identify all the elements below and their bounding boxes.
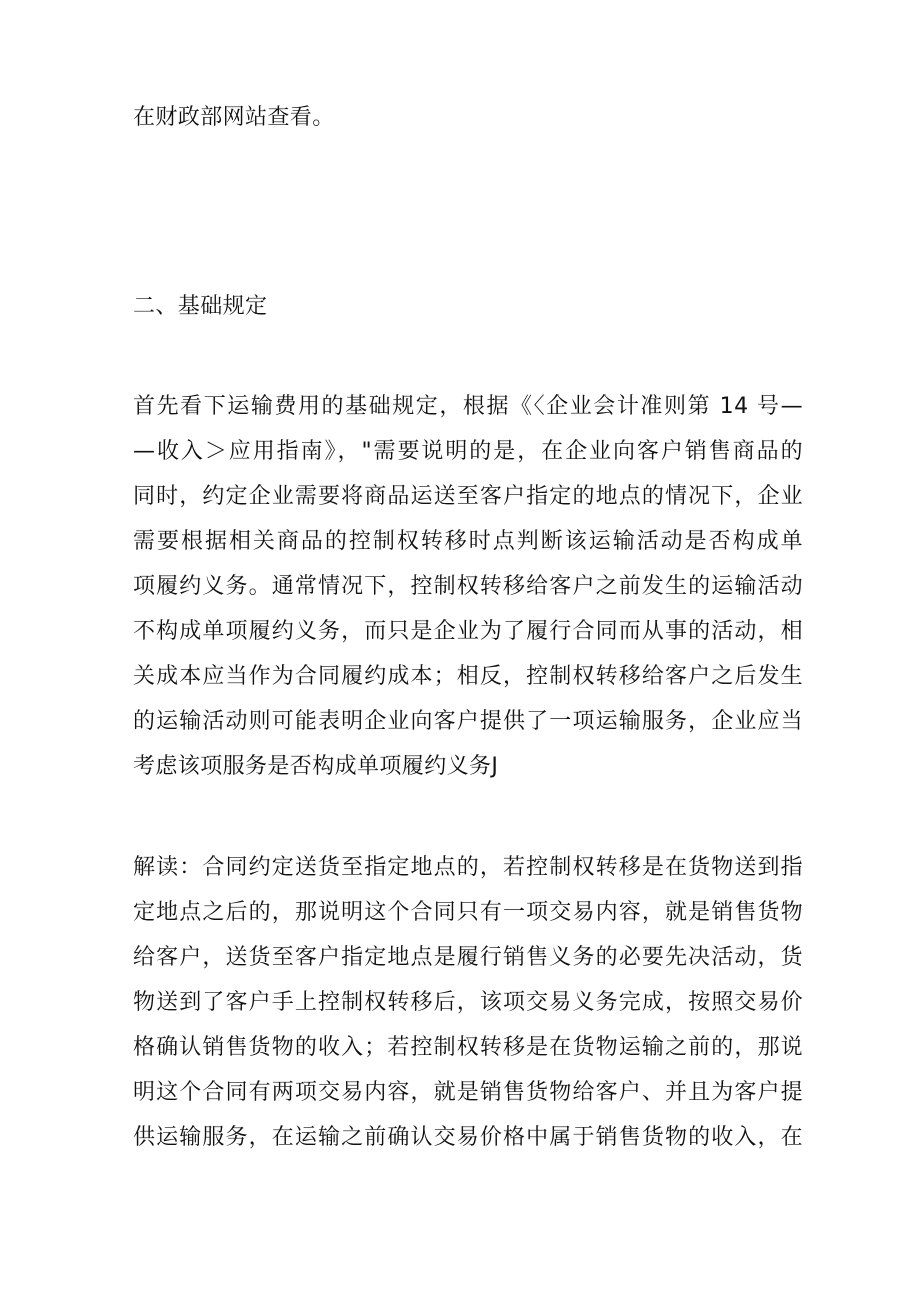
paragraph-line: 首先看下运输费用的基础规定，根据《〈企业会计准则第 14 号—: [133, 394, 803, 419]
paragraph-line: 关成本应当作为合同履约成本；相反，控制权转移给客户之后发生: [133, 664, 803, 689]
section-heading: 二、基础规定: [133, 294, 268, 319]
paragraph-line: 解读：合同约定送货至指定地点的，若控制权转移是在货物送到指: [133, 855, 803, 880]
paragraph-line: 给客户，送货至客户指定地点是履行销售义务的必要先决活动，货: [133, 945, 803, 970]
paragraph-line: 物送到了客户手上控制权转移后，该项交易义务完成，按照交易价: [133, 990, 803, 1015]
paragraph-line: —收入＞应用指南》，"需要说明的是，在企业向客户销售商品的: [133, 439, 803, 464]
paragraph-line: 供运输服务，在运输之前确认交易价格中属于销售货物的收入，在: [133, 1125, 803, 1150]
paragraph-line: 的运输活动则可能表明企业向客户提供了一项运输服务，企业应当: [133, 709, 803, 734]
paragraph-line: 同时，约定企业需要将商品运送至客户指定的地点的情况下，企业: [133, 484, 803, 509]
paragraph-line: 考虑该项服务是否构成单项履约义务J: [133, 754, 499, 779]
paragraph-line: 不构成单项履约义务，而只是企业为了履行合同而从事的活动，相: [133, 619, 803, 644]
paragraph-line: 明这个合同有两项交易内容，就是销售货物给客户、并且为客户提: [133, 1080, 803, 1105]
paragraph-line: 格确认销售货物的收入；若控制权转移是在货物运输之前的，那说: [133, 1035, 803, 1060]
paragraph-line: 项履约义务。通常情况下，控制权转移给客户之前发生的运输活动: [133, 574, 803, 599]
intro-line: 在财政部网站查看。: [133, 105, 335, 130]
paragraph-line: 需要根据相关商品的控制权转移时点判断该运输活动是否构成单: [133, 529, 803, 554]
paragraph-line: 定地点之后的，那说明这个合同只有一项交易内容，就是销售货物: [133, 900, 803, 925]
